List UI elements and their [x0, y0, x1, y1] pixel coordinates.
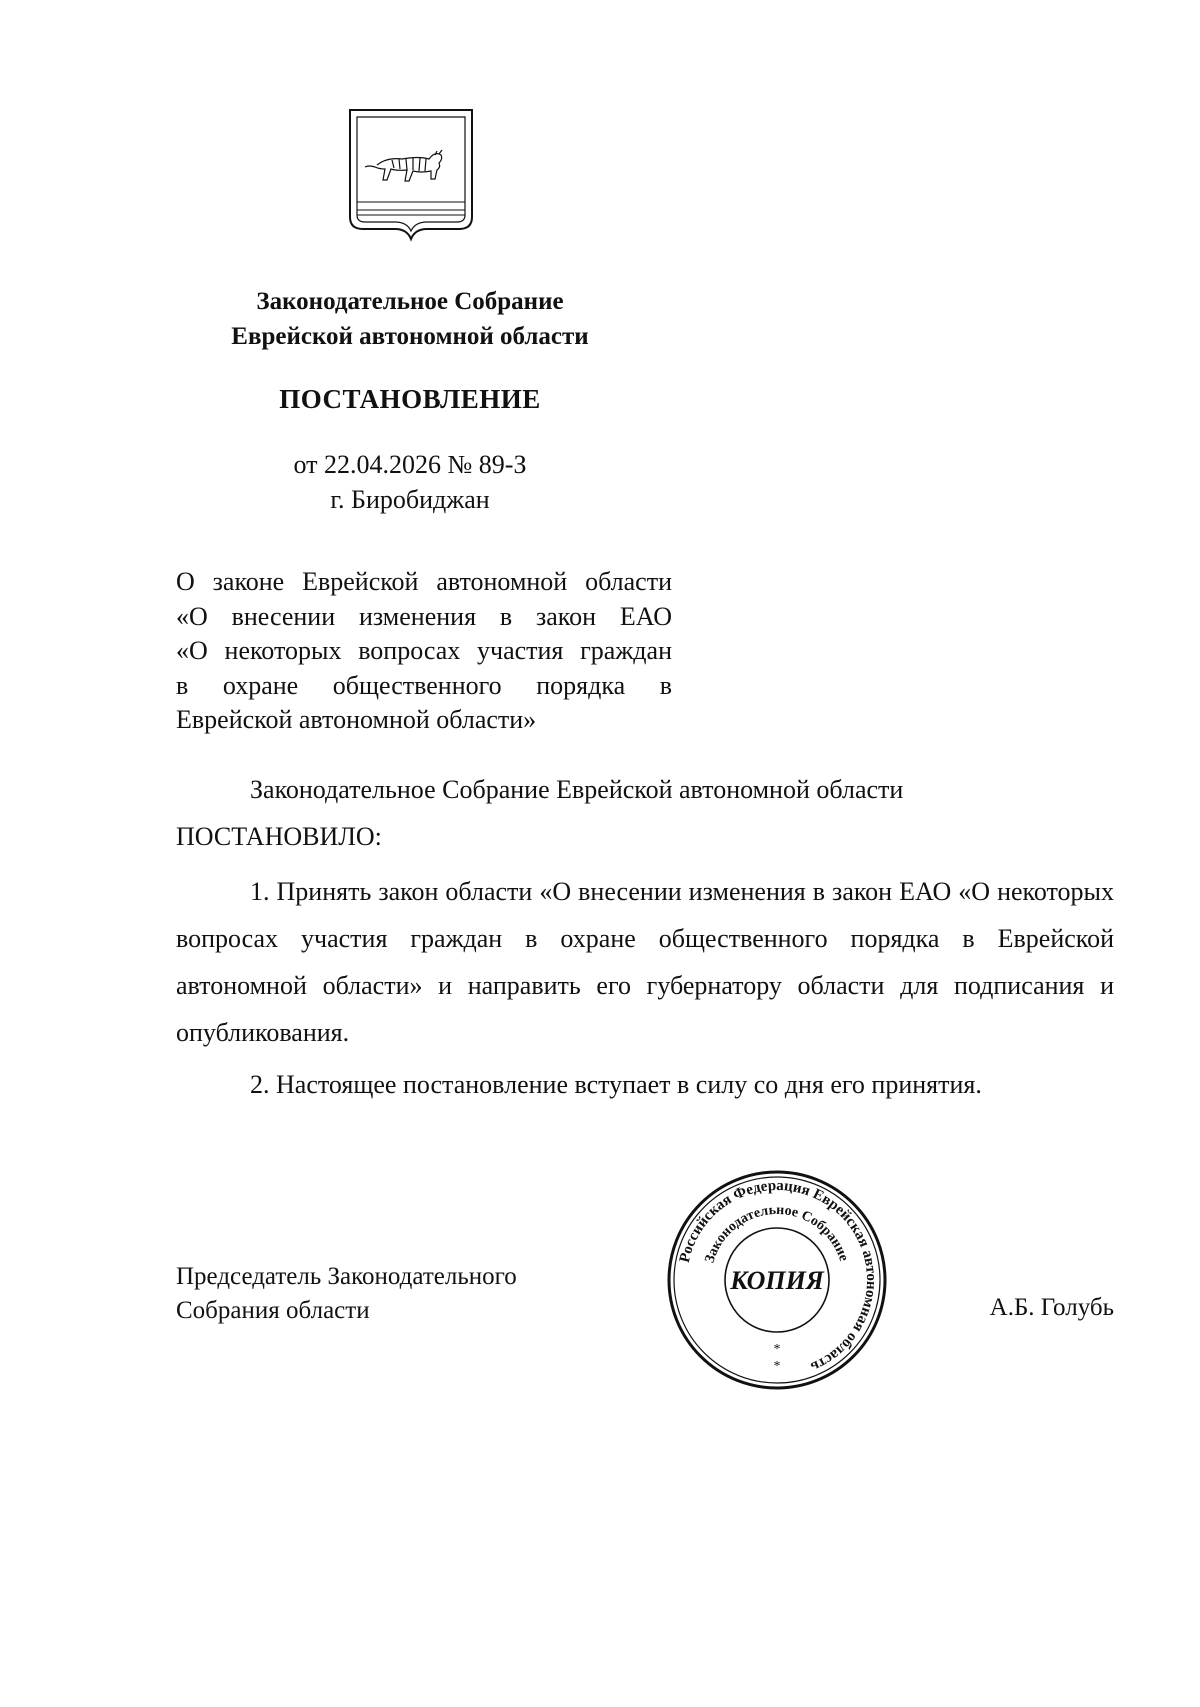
resolution-item-2: 2. Настоящее постановление вступает в силу со дня его принятия. [250, 1070, 982, 1099]
enactment-word: ПОСТАНОВИЛО: [176, 822, 382, 851]
stamp-inner-text: Законодательное Собрание [702, 1202, 851, 1265]
signatory-name: А.Б. Голубь [989, 1294, 1114, 1321]
document-subject [176, 565, 672, 738]
subject-line: «О внесении изменения в закон ЕАО [176, 601, 672, 631]
signatory-position [176, 1260, 596, 1328]
subject-line: Еврейской автономной области» [176, 705, 537, 734]
stamp-star-icon: * [773, 1342, 781, 1357]
organization-name-line1: Законодательное Собрание [256, 288, 564, 315]
document-date-number: от 22.04.2026 № 89-З [293, 450, 527, 479]
resolution-item-1: 1. Принять закон области «О внесении изменения в закон ЕАО «О некоторых вопросах участия граждан в охране общественного порядка в Еврейской автономной области» и направить его губернатору области для подписания и опубликования. [176, 877, 1114, 1047]
copy-stamp [664, 1167, 890, 1393]
signatory-position-line1: Председатель Законодательного [176, 1263, 517, 1290]
document-type-title: ПОСТАНОВЛЕНИЕ [279, 384, 541, 414]
stamp-center-text: КОПИЯ [730, 1266, 824, 1295]
coat-of-arms-emblem [347, 107, 475, 253]
stamp-outer-text: Российская Федерация Еврейская автономная область [676, 1177, 880, 1375]
stamp-star-icon: * [773, 1359, 781, 1374]
enactment-intro: Законодательное Собрание Еврейской автономной области [250, 775, 904, 804]
signatory-position-line2: Собрания области [176, 1297, 370, 1324]
tiger-icon [365, 150, 442, 181]
document-city: г. Биробиджан [330, 485, 490, 514]
subject-line: «О некоторых вопросах участия граждан [176, 636, 672, 665]
subject-line: в охране общественного порядка в [176, 670, 672, 700]
organization-name-line2: Еврейской автономной области [231, 323, 589, 350]
subject-line: О законе Еврейской автономной области [176, 567, 672, 596]
